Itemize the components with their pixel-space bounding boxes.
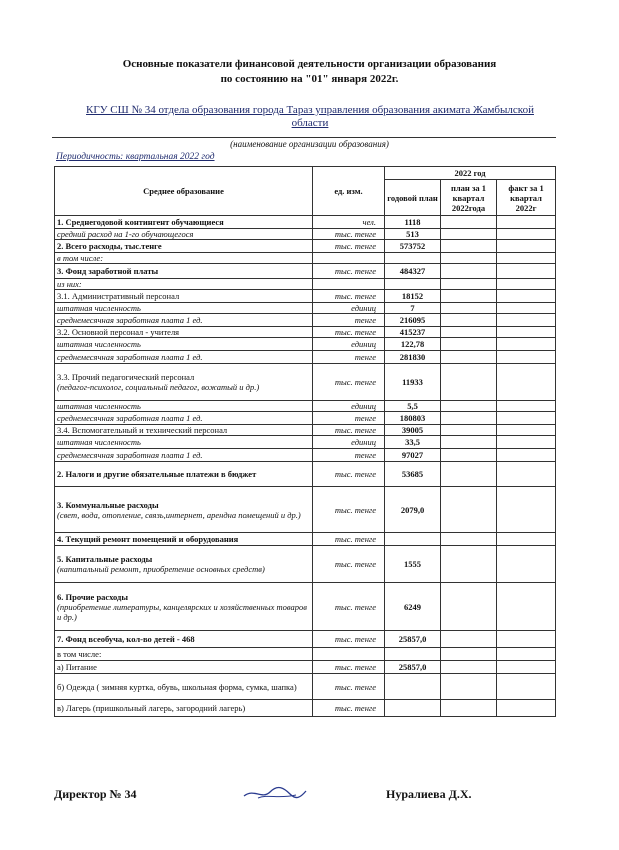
row-q1-fact [497,661,556,674]
organization-name-line2: области [291,117,329,129]
header-year: 2022 год [385,167,556,180]
table-row [55,401,556,412]
row-annual-plan: 122,78 [385,338,441,351]
table-row [55,216,556,229]
row-q1-fact [497,674,556,700]
row-q1-fact [497,253,556,264]
row-q1-fact [497,631,556,648]
row-label [55,401,313,412]
row-q1-plan [441,279,497,290]
row-label [55,253,313,264]
header-annual-plan: годовой план [385,180,441,216]
table-row [55,264,556,279]
row-q1-fact [497,436,556,449]
row-unit: тыс. тенге [313,462,385,487]
table-row [55,449,556,462]
row-label [55,425,313,436]
row-label-text: штатная численность [57,339,141,349]
row-q1-fact [497,412,556,425]
table-row [55,631,556,648]
row-unit: единиц [313,303,385,314]
row-q1-fact [497,303,556,314]
row-unit [313,253,385,264]
row-q1-plan [441,631,497,648]
row-q1-fact [497,279,556,290]
periodicity: Периодичность: квартальная 2022 год [56,152,215,162]
row-unit: тыс. тенге [313,533,385,546]
row-q1-fact [497,216,556,229]
row-annual-plan: 1555 [385,546,441,583]
row-label [55,303,313,314]
row-label-text: б) Одежда ( зимняя куртка, обувь, школьная форма, сумка, шапка) [57,681,297,692]
row-annual-plan: 7 [385,303,441,314]
row-label [55,412,313,425]
table-row [55,546,556,583]
row-label [55,462,313,487]
row-unit: тыс. тенге [313,327,385,338]
row-q1-fact [497,290,556,303]
row-label-text: 3.3. Прочий педагогический персонал [57,372,195,382]
director-signature [240,782,310,809]
row-annual-plan: 281830 [385,351,441,364]
table-row [55,648,556,661]
row-q1-plan [441,648,497,661]
header-q1-fact: факт за 1 квартал 2022г [497,180,556,216]
row-q1-plan [441,401,497,412]
row-annual-plan: 5,5 [385,401,441,412]
row-label-text: штатная численность [57,437,141,447]
row-label [55,327,313,338]
row-q1-plan [441,412,497,425]
table-row [55,661,556,674]
row-q1-fact [497,648,556,661]
row-label-text: 2. Всего расходы, тыс.тенге [57,241,162,251]
row-annual-plan: 39005 [385,425,441,436]
row-unit: тыс. тенге [313,364,385,401]
header-category: Среднее образование [55,167,313,216]
row-annual-plan: 18152 [385,290,441,303]
row-annual-plan: 53685 [385,462,441,487]
row-label-text: среднемесячная заработная плата 1 ед. [57,352,203,362]
row-unit [313,648,385,661]
row-unit: тыс. тенге [313,290,385,303]
row-label [55,674,313,700]
director-name: Нуралиева Д.Х. [386,787,472,801]
row-unit: тенге [313,314,385,327]
row-q1-plan [441,364,497,401]
row-q1-plan [441,314,497,327]
row-note: (капитальный ремонт, приобретение основных средств) [57,564,265,574]
row-label [55,351,313,364]
table-row [55,314,556,327]
row-q1-fact [497,401,556,412]
row-q1-plan [441,240,497,253]
table-row [55,351,556,364]
row-note: (свет, вода, отопление, связь,интернет, арендна помещений и др.) [57,509,301,520]
row-annual-plan: 25857,0 [385,661,441,674]
row-note: (педагог-психолог, социальный педагог, вожатый и др.) [57,382,260,392]
table-row [55,583,556,631]
table-row [55,425,556,436]
row-q1-fact [497,462,556,487]
row-q1-plan [441,338,497,351]
organization-underline [52,137,556,138]
table-row [55,240,556,253]
row-annual-plan [385,700,441,717]
table-body [55,216,556,717]
row-annual-plan: 33,5 [385,436,441,449]
table-row [55,253,556,264]
row-q1-fact [497,700,556,717]
row-q1-plan [441,303,497,314]
table-row [55,436,556,449]
row-unit: единиц [313,401,385,412]
row-annual-plan: 2079,0 [385,487,441,533]
table-row [55,487,556,533]
row-label-text: в том числе: [57,649,102,659]
organization-caption: (наименование организации образования) [230,139,389,149]
row-annual-plan [385,648,441,661]
row-annual-plan [385,533,441,546]
financial-table [54,166,556,717]
row-label-text: 2. Налоги и другие обязательные платежи в бюджет [57,469,257,479]
row-label [55,449,313,462]
row-q1-fact [497,425,556,436]
row-unit: тыс. тенге [313,546,385,583]
row-annual-plan: 97027 [385,449,441,462]
row-annual-plan: 484327 [385,264,441,279]
table-row [55,290,556,303]
row-unit: тенге [313,449,385,462]
row-label-text: 3.1. Административный персонал [57,291,180,301]
row-label [55,583,313,631]
row-q1-fact [497,314,556,327]
row-label-text: в) Лагерь (пришкольный лагерь, загородний лагерь) [57,703,246,713]
row-label [55,700,313,717]
row-unit: единиц [313,338,385,351]
row-label [55,631,313,648]
row-q1-fact [497,533,556,546]
row-unit [313,279,385,290]
row-label-text: а) Питание [57,662,97,672]
row-annual-plan [385,279,441,290]
row-label-text: штатная численность [57,303,141,313]
row-label [55,436,313,449]
row-unit: тенге [313,351,385,364]
row-label-text: 4. Текущий ремонт помещений и оборудования [57,534,239,544]
row-label-text: 3.4. Вспомогательный и технический персонал [57,425,228,435]
row-annual-plan: 573752 [385,240,441,253]
report-title-line2: по состоянию на "01" января 2022г. [220,73,399,85]
row-annual-plan: 415237 [385,327,441,338]
row-q1-fact [497,327,556,338]
row-q1-plan [441,583,497,631]
row-q1-plan [441,487,497,533]
header-unit: ед. изм. [313,167,385,216]
row-annual-plan: 11933 [385,364,441,401]
row-annual-plan [385,253,441,264]
table-row [55,412,556,425]
row-q1-fact [497,351,556,364]
row-label-text: среднемесячная заработная плата 1 ед. [57,315,203,325]
row-q1-fact [497,240,556,253]
row-q1-plan [441,462,497,487]
row-q1-fact [497,583,556,631]
row-annual-plan: 25857,0 [385,631,441,648]
row-label-text: из них: [57,279,82,289]
row-label [55,240,313,253]
table-row [55,462,556,487]
row-label [55,216,313,229]
row-unit: тыс. тенге [313,583,385,631]
row-q1-plan [441,436,497,449]
table-row [55,533,556,546]
row-label-text: 3. Фонд заработной платы [57,266,159,276]
row-unit: тыс. тенге [313,487,385,533]
row-q1-plan [441,253,497,264]
row-label [55,487,313,533]
row-unit: тыс. тенге [313,661,385,674]
row-label-text: 5. Капитальные расходы [57,554,153,564]
row-annual-plan: 6249 [385,583,441,631]
organization-name-line1: КГУ СШ № 34 отдела образования города Тараз управления образования акимата Жамбылской [86,104,534,116]
row-label-text: штатная численность [57,401,141,411]
row-unit: тыс. тенге [313,674,385,700]
row-annual-plan: 180803 [385,412,441,425]
row-unit: единиц [313,436,385,449]
row-unit: тыс. тенге [313,240,385,253]
row-label [55,533,313,546]
row-annual-plan: 1118 [385,216,441,229]
row-q1-plan [441,674,497,700]
row-unit: тыс. тенге [313,700,385,717]
row-q1-fact [497,229,556,240]
row-q1-plan [441,661,497,674]
row-unit: тыс. тенге [313,425,385,436]
table-row [55,327,556,338]
row-label [55,229,313,240]
row-q1-plan [441,425,497,436]
row-label [55,338,313,351]
table-row [55,338,556,351]
table-row [55,364,556,401]
row-unit: тыс. тенге [313,264,385,279]
row-q1-plan [441,449,497,462]
row-unit: чел. [313,216,385,229]
row-label [55,648,313,661]
row-q1-plan [441,700,497,717]
row-q1-plan [441,264,497,279]
row-q1-fact [497,364,556,401]
row-label [55,314,313,327]
row-label-text: 1. Среднегодовой контингент обучающиеся [57,217,224,227]
row-q1-fact [497,264,556,279]
row-q1-plan [441,327,497,338]
row-label-text: в том числе: [57,253,104,263]
row-annual-plan: 513 [385,229,441,240]
row-label-text: среднемесячная заработная плата 1 ед. [57,450,203,460]
row-q1-plan [441,546,497,583]
row-q1-plan [441,533,497,546]
row-label-text: 3.2. Основной персонал - учителя [57,327,180,337]
row-q1-fact [497,449,556,462]
row-label [55,279,313,290]
row-q1-fact [497,338,556,351]
row-unit: тыс. тенге [313,229,385,240]
header-q1-plan: план за 1 квартал 2022года [441,180,497,216]
table-row [55,229,556,240]
row-q1-fact [497,546,556,583]
row-label-text: среднемесячная заработная плата 1 ед. [57,413,203,423]
row-note: (приобретение литературы, канцелярских и хозяйственных товаров и др.) [57,601,307,622]
row-q1-plan [441,229,497,240]
row-label [55,364,313,401]
director-title: Директор № 34 [54,787,137,801]
row-q1-plan [441,290,497,303]
row-label [55,290,313,303]
table-row [55,700,556,717]
row-unit: тенге [313,412,385,425]
table-row [55,279,556,290]
row-label-text: 7. Фонд всеобуча, кол-во детей - 468 [57,634,195,644]
report-title-line1: Основные показатели финансовой деятельности организации образования [122,58,497,70]
row-label-text: 3. Коммунальные расходы [57,499,159,510]
row-q1-fact [497,487,556,533]
row-q1-plan [441,216,497,229]
row-label [55,264,313,279]
row-annual-plan: 216095 [385,314,441,327]
row-label-text: 6. Прочие расходы [57,591,128,602]
row-label [55,661,313,674]
row-label-text: средний расход на 1-го обучающегося [57,229,194,239]
row-q1-plan [441,351,497,364]
row-unit: тыс. тенге [313,631,385,648]
row-annual-plan [385,674,441,700]
row-label [55,546,313,583]
table-row [55,303,556,314]
table-row [55,674,556,700]
